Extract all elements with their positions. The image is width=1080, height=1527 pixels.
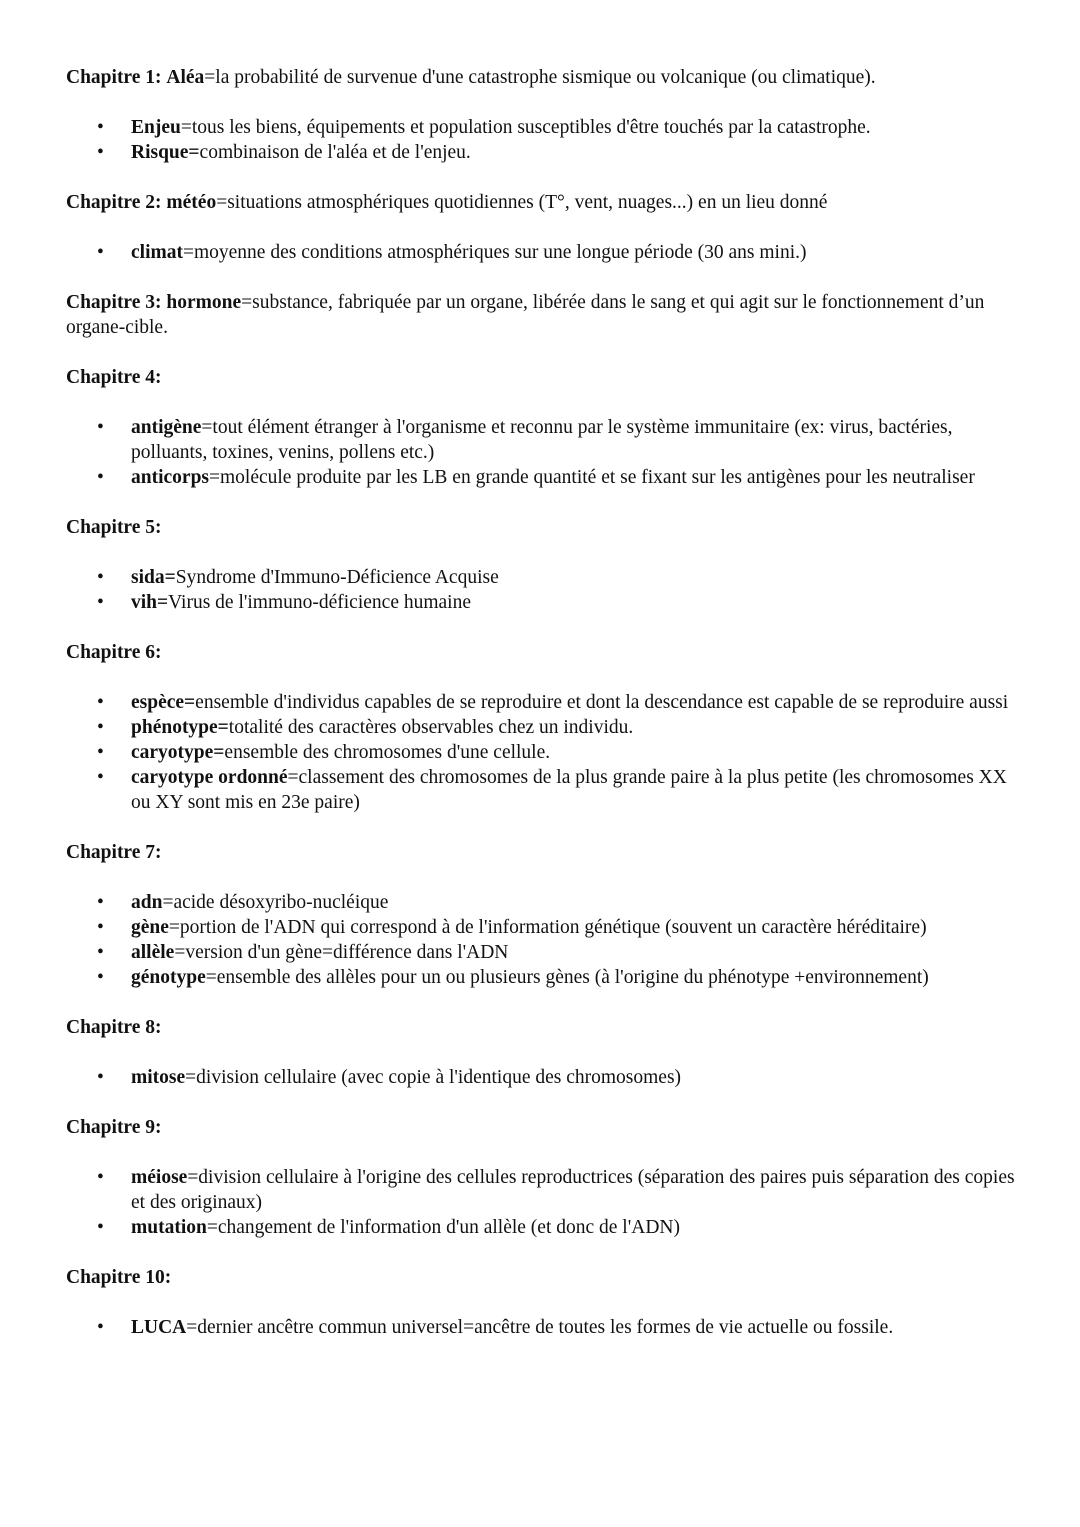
chapter-title: Chapitre 10: <box>66 1267 172 1288</box>
definition: Virus de l'immuno-déficience humaine <box>168 592 471 613</box>
term: Aléa <box>166 67 205 88</box>
definition: =dernier ancêtre commun universel=ancêtre de toutes les formes de vie actuelle ou fossile. <box>186 1317 894 1338</box>
list-item <box>66 915 1016 940</box>
bullet-icon: • <box>97 467 104 488</box>
list-item <box>66 765 1016 815</box>
bullet-icon: • <box>97 242 104 263</box>
definition: =ensemble des allèles pour un ou plusieurs gènes (à l'origine du phénotype +environnement) <box>205 967 929 988</box>
chapter-title: Chapitre 3: <box>66 292 162 313</box>
term: antigène <box>131 417 202 438</box>
definition: =division cellulaire (avec copie à l'identique des chromosomes) <box>185 1067 682 1088</box>
term: Risque= <box>131 142 200 163</box>
chapter-title: Chapitre 2: <box>66 192 162 213</box>
chapter-title: Chapitre 9: <box>66 1117 162 1138</box>
chapter-6-heading <box>66 640 1016 665</box>
chapter-6-list <box>66 690 1016 815</box>
term: hormone <box>166 292 242 313</box>
definition: =tous les biens, équipements et population susceptibles d'être touchés par la catastrophe. <box>180 117 871 138</box>
chapter-title: Chapitre 7: <box>66 842 162 863</box>
list-item <box>66 1315 1016 1340</box>
list-item <box>66 690 1016 715</box>
definition: combinaison de l'aléa et de l'enjeu. <box>199 142 471 163</box>
definition: =version d'un gène=différence dans l'ADN <box>174 942 509 963</box>
term: mitose <box>131 1067 186 1088</box>
chapter-title: Chapitre 1: <box>66 67 162 88</box>
bullet-icon: • <box>97 1067 104 1088</box>
bullet-icon: • <box>97 692 104 713</box>
chapter-2-heading <box>66 190 1016 215</box>
bullet-icon: • <box>97 767 104 788</box>
chapter-9-list <box>66 1165 1016 1240</box>
bullet-icon: • <box>97 917 104 938</box>
bullet-icon: • <box>97 717 104 738</box>
chapter-title: Chapitre 4: <box>66 367 162 388</box>
definition: =tout élément étranger à l'organisme et reconnu par le système immunitaire (ex: virus, bactéries, polluants, toxines, venins, pollens etc.) <box>131 417 953 463</box>
document-page <box>66 60 1016 1365</box>
chapter-title: Chapitre 6: <box>66 642 162 663</box>
chapter-title: Chapitre 8: <box>66 1017 162 1038</box>
term: vih= <box>131 592 169 613</box>
term: gène <box>131 917 169 938</box>
chapter-4-list <box>66 415 1016 490</box>
chapter-10-heading <box>66 1265 1016 1290</box>
bullet-icon: • <box>97 567 104 588</box>
chapter-2-list <box>66 240 1016 265</box>
chapter-5-heading <box>66 515 1016 540</box>
list-item <box>66 465 1016 490</box>
bullet-icon: • <box>97 942 104 963</box>
bullet-icon: • <box>97 592 104 613</box>
term: mutation <box>131 1217 207 1238</box>
term: météo <box>166 192 217 213</box>
definition: =portion de l'ADN qui correspond à de l'information génétique (souvent un caractère héréditaire) <box>168 917 927 938</box>
definition: ensemble des chromosomes d'une cellule. <box>224 742 551 763</box>
bullet-icon: • <box>97 892 104 913</box>
list-item <box>66 965 1016 990</box>
bullet-icon: • <box>97 1317 104 1338</box>
chapter-1-list <box>66 115 1016 165</box>
list-item <box>66 740 1016 765</box>
chapter-title: Chapitre 5: <box>66 517 162 538</box>
list-item <box>66 115 1016 140</box>
definition: Syndrome d'Immuno-Déficience Acquise <box>175 567 499 588</box>
term: méiose <box>131 1167 188 1188</box>
definition: ensemble d'individus capables de se reproduire et dont la descendance est capable de se reproduire aussi <box>195 692 1009 713</box>
list-item <box>66 1165 1016 1215</box>
list-item <box>66 1065 1016 1090</box>
term: allèle <box>131 942 175 963</box>
definition: =acide désoxyribo-nucléique <box>162 892 389 913</box>
term: Enjeu <box>131 117 181 138</box>
bullet-icon: • <box>97 1167 104 1188</box>
list-item <box>66 715 1016 740</box>
definition: =changement de l'information d'un allèle (et donc de l'ADN) <box>206 1217 680 1238</box>
chapter-9-heading <box>66 1115 1016 1140</box>
list-item <box>66 240 1016 265</box>
list-item <box>66 140 1016 165</box>
bullet-icon: • <box>97 967 104 988</box>
definition: =situations atmosphériques quotidiennes (T°, vent, nuages...) en un lieu donné <box>216 192 828 213</box>
chapter-8-heading <box>66 1015 1016 1040</box>
term: espèce= <box>131 692 196 713</box>
list-item <box>66 890 1016 915</box>
term: LUCA <box>131 1317 187 1338</box>
definition: =division cellulaire à l'origine des cellules reproductrices (séparation des paires puis séparation des copies et des originaux) <box>131 1167 1015 1213</box>
term: caryotype= <box>131 742 225 763</box>
chapter-5-list <box>66 565 1016 615</box>
term: anticorps <box>131 467 209 488</box>
list-item <box>66 940 1016 965</box>
list-item <box>66 1215 1016 1240</box>
definition: =substance, fabriquée par un organe, libérée dans le sang et qui agit sur le fonctionnement d’un organe-cible. <box>66 292 985 338</box>
list-item <box>66 590 1016 615</box>
bullet-icon: • <box>97 1217 104 1238</box>
bullet-icon: • <box>97 142 104 163</box>
chapter-10-list <box>66 1315 1016 1340</box>
list-item <box>66 565 1016 590</box>
term: phénotype= <box>131 717 229 738</box>
term: génotype <box>131 967 206 988</box>
chapter-7-heading <box>66 840 1016 865</box>
chapter-3-heading <box>66 290 1016 340</box>
bullet-icon: • <box>97 117 104 138</box>
chapter-1-heading <box>66 65 1016 90</box>
bullet-icon: • <box>97 417 104 438</box>
definition: =la probabilité de survenue d'une catastrophe sismique ou volcanique (ou climatique). <box>204 67 876 88</box>
definition: totalité des caractères observables chez un individu. <box>228 717 634 738</box>
definition: =moyenne des conditions atmosphériques sur une longue période (30 ans mini.) <box>182 242 807 263</box>
term: adn <box>131 892 163 913</box>
definition: =classement des chromosomes de la plus grande paire à la plus petite (les chromosomes XX ou XY sont mis en 23e paire) <box>131 767 1007 813</box>
chapter-4-heading <box>66 365 1016 390</box>
chapter-8-list <box>66 1065 1016 1090</box>
term: caryotype ordonné <box>131 767 288 788</box>
term: sida= <box>131 567 176 588</box>
term: climat <box>131 242 183 263</box>
definition: =molécule produite par les LB en grande quantité et se fixant sur les antigènes pour les neutraliser <box>209 467 975 488</box>
chapter-7-list <box>66 890 1016 990</box>
list-item <box>66 415 1016 465</box>
bullet-icon: • <box>97 742 104 763</box>
